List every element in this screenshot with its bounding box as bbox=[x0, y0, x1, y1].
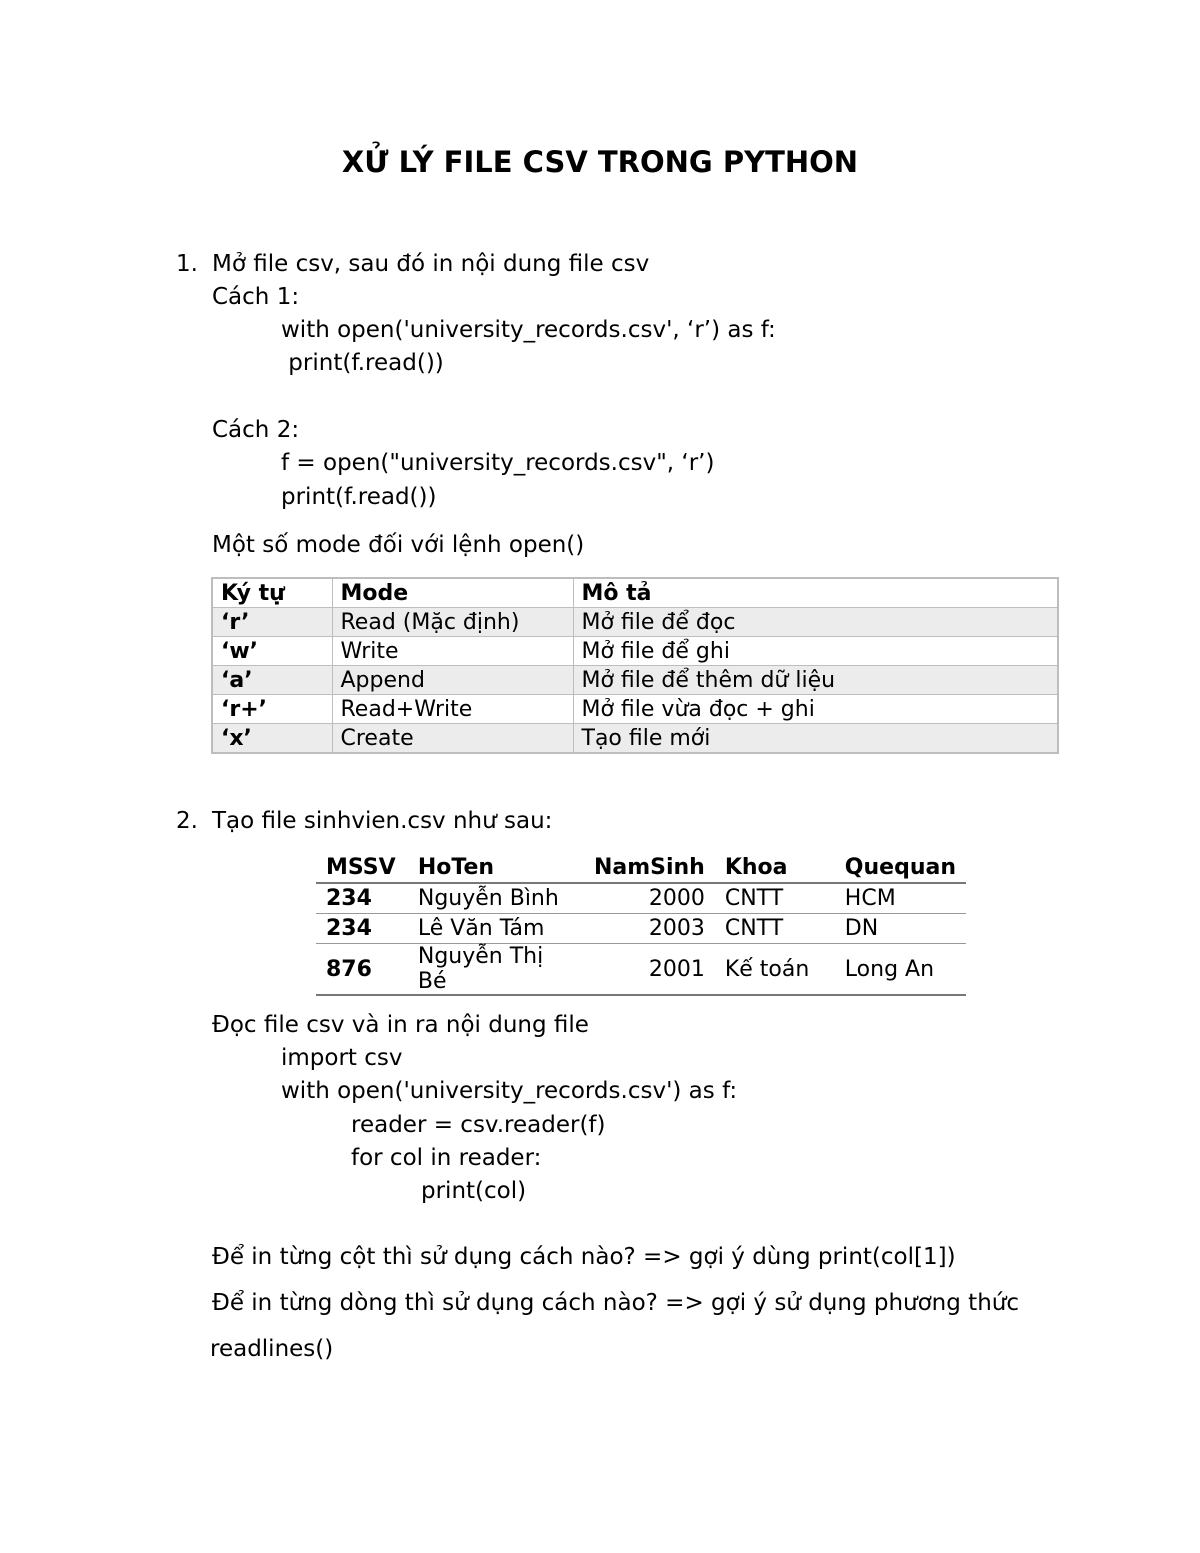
cell-namsinh: 2000 bbox=[584, 883, 715, 914]
section-1-number: 1. bbox=[176, 251, 198, 277]
question-2-line-2: readlines() bbox=[210, 1336, 334, 1362]
section-2-heading: Tạo file sinhvien.csv như sau: bbox=[212, 808, 553, 834]
page-title: XỬ LÝ FILE CSV TRONG PYTHON bbox=[341, 145, 859, 179]
question-1: Để in từng cột thì sử dụng cách nào? => gợi ý dùng print(col[1]) bbox=[212, 1244, 956, 1270]
mode-description: Mở file để ghi bbox=[573, 637, 1058, 666]
mode-key: ‘r’ bbox=[212, 608, 332, 637]
header-ky-tu: Ký tự bbox=[212, 578, 332, 608]
header-mode: Mode bbox=[332, 578, 573, 608]
cach-1-label: Cách 1: bbox=[212, 284, 300, 310]
header-namsinh: NamSinh bbox=[584, 853, 715, 883]
table-row bbox=[212, 608, 1058, 637]
mode-key: ‘x’ bbox=[212, 724, 332, 754]
cell-quequan: Long An bbox=[835, 944, 966, 996]
code-line-2: with open('university_records.csv') as f: bbox=[281, 1078, 738, 1104]
mode-name: Create bbox=[332, 724, 573, 754]
student-table-header bbox=[316, 853, 966, 883]
code-line-1: import csv bbox=[281, 1045, 403, 1071]
cach-2-label: Cách 2: bbox=[212, 417, 300, 443]
mode-key: ‘w’ bbox=[212, 637, 332, 666]
mode-description: Mở file để đọc bbox=[573, 608, 1058, 637]
table-row bbox=[316, 944, 966, 996]
mode-description: Mở file vừa đọc + ghi bbox=[573, 695, 1058, 724]
cell-quequan: HCM bbox=[835, 883, 966, 914]
cach-1-code-line-1: with open('university_records.csv', ‘r’) as f: bbox=[281, 317, 776, 343]
mode-description: Tạo file mới bbox=[573, 724, 1058, 754]
mode-name: Read (Mặc định) bbox=[332, 608, 573, 637]
mode-name: Read+Write bbox=[332, 695, 573, 724]
cell-namsinh: 2001 bbox=[584, 944, 715, 996]
cach-2-code-line-2: print(f.read()) bbox=[281, 484, 437, 510]
mode-key: ‘r+’ bbox=[212, 695, 332, 724]
mode-intro: Một số mode đối với lệnh open() bbox=[212, 532, 585, 558]
cell-quequan: DN bbox=[835, 914, 966, 944]
table-row bbox=[316, 914, 966, 944]
cell-mssv: 876 bbox=[316, 944, 408, 996]
mode-description: Mở file để thêm dữ liệu bbox=[573, 666, 1058, 695]
student-table bbox=[316, 853, 966, 996]
mode-table-header bbox=[212, 578, 1058, 608]
section-2-number: 2. bbox=[176, 808, 198, 834]
mode-table bbox=[211, 577, 1059, 754]
cell-khoa: CNTT bbox=[715, 914, 835, 944]
section-1-heading: Mở file csv, sau đó in nội dung file csv bbox=[212, 251, 650, 277]
cell-mssv: 234 bbox=[316, 883, 408, 914]
cell-khoa: Kế toán bbox=[715, 944, 835, 996]
table-row bbox=[212, 695, 1058, 724]
code-line-4: for col in reader: bbox=[351, 1145, 542, 1171]
cell-hoten: Lê Văn Tám bbox=[408, 914, 584, 944]
cell-namsinh: 2003 bbox=[584, 914, 715, 944]
header-mo-ta: Mô tả bbox=[573, 578, 1058, 608]
code-line-3: reader = csv.reader(f) bbox=[351, 1112, 606, 1138]
header-khoa: Khoa bbox=[715, 853, 835, 883]
header-quequan: Quequan bbox=[835, 853, 966, 883]
cell-hoten: Nguyễn Bình bbox=[408, 883, 584, 914]
header-hoten: HoTen bbox=[408, 853, 584, 883]
cell-khoa: CNTT bbox=[715, 883, 835, 914]
mode-name: Append bbox=[332, 666, 573, 695]
cell-mssv: 234 bbox=[316, 914, 408, 944]
table-row bbox=[212, 724, 1058, 754]
table-row bbox=[212, 666, 1058, 695]
table-row bbox=[212, 637, 1058, 666]
header-mssv: MSSV bbox=[316, 853, 408, 883]
code-line-5: print(col) bbox=[421, 1178, 527, 1204]
question-2-line-1: Để in từng dòng thì sử dụng cách nào? => gợi ý sử dụng phương thức bbox=[212, 1290, 1019, 1316]
mode-key: ‘a’ bbox=[212, 666, 332, 695]
table-row bbox=[316, 883, 966, 914]
read-intro: Đọc file csv và in ra nội dung file bbox=[212, 1012, 589, 1038]
cach-1-code-line-2: print(f.read()) bbox=[281, 350, 444, 376]
mode-name: Write bbox=[332, 637, 573, 666]
cell-hoten: Nguyễn Thị Bé bbox=[408, 944, 584, 996]
cach-2-code-line-1: f = open("university_records.csv", ‘r’) bbox=[281, 450, 715, 476]
